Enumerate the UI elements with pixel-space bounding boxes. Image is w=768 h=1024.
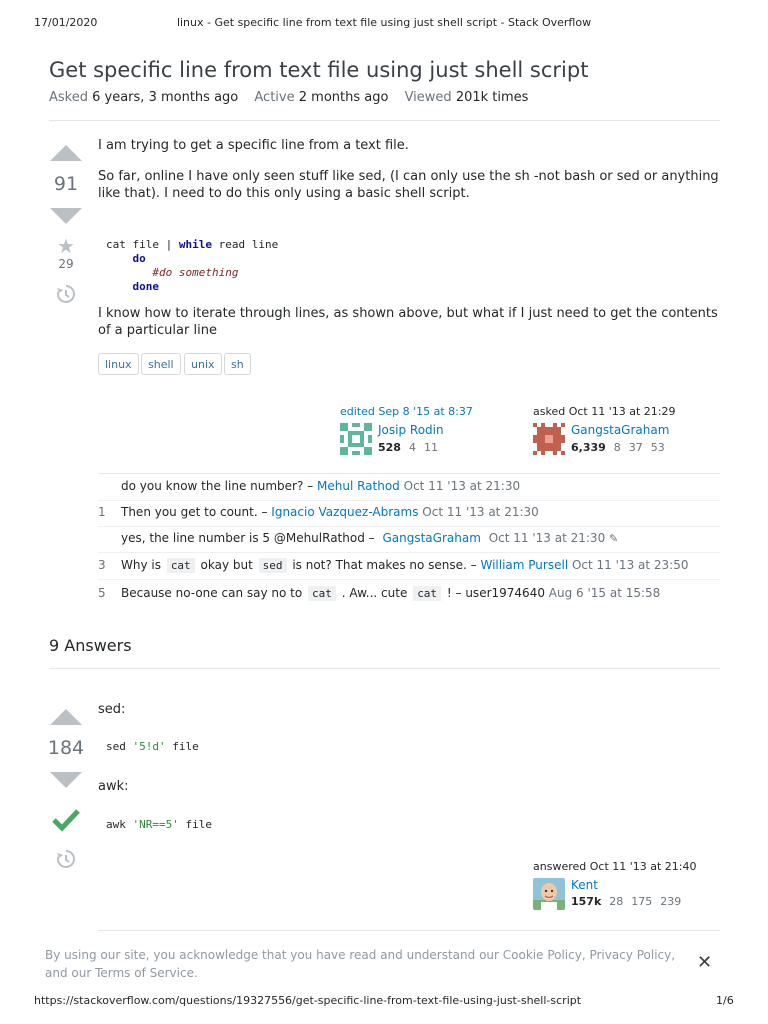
answer-history-icon[interactable] [56,849,76,873]
comment-divider [98,579,720,580]
print-url: https://stackoverflow.com/questions/19327556/get-specific-line-from-text-file-using-just-shell-script [34,994,582,1007]
viewed-value: 201k times [455,90,529,105]
inline-code: cat [413,586,441,601]
asked-timestamp: asked Oct 11 '13 at 21:29 [533,405,676,418]
comment-body [121,479,520,493]
comment-body [121,531,618,545]
code-keyword: while [178,238,212,251]
comment-date[interactable]: Oct 11 '13 at 23:50 [571,558,689,572]
answer-downvote-button[interactable] [50,772,82,788]
question-paragraph: I am trying to get a specific line from a text file. [98,138,409,153]
answer-awk-label: awk: [98,779,129,794]
asker-silver-badges: 37 [628,441,643,454]
answer-divider [98,930,720,931]
comment-score: 5 [98,586,106,600]
comment-divider [98,526,720,527]
comment-user[interactable]: Ignacio Vazquez-Abrams [271,505,419,519]
answer-sed-label: sed: [98,702,126,717]
inline-code: sed [259,558,287,573]
answerer-rep-score: 157k [571,895,602,908]
history-icon[interactable] [56,284,76,308]
active-label: Active [254,90,295,105]
question-paragraph: So far, online I have only seen stuff like sed, (I can only use the sh -not bash or sed or anything like that). I need to do this only using a basic shell script. [98,169,719,201]
tag-sh[interactable]: sh [224,353,251,375]
code-keyword: done [132,280,159,293]
answerer-silver-badges: 175 [631,895,653,908]
comment-user[interactable]: GangstaGraham [382,531,481,545]
question-paragraph: I know how to iterate through lines, as shown above, but what if I just need to get the contents of a particular line [98,306,718,338]
answerer-name[interactable]: Kent [571,878,598,892]
close-icon[interactable]: ✕ [697,952,713,973]
answerer-reputation [571,895,689,908]
code-text: awk [106,818,126,831]
code-text: file [185,818,212,831]
asked-value: 6 years, 3 months ago [92,90,239,105]
answer-vote-count: 184 [47,737,85,759]
comment-user[interactable]: Mehul Rathod [317,479,400,493]
code-text: read line [211,238,279,251]
editor-bronze-badges: 11 [423,441,438,454]
code-string: '5!d' [132,740,166,753]
code-text: file [172,740,199,753]
comment-divider [98,552,720,553]
question-downvote-button[interactable] [50,208,82,224]
favorite-count: 29 [58,257,74,271]
active-value[interactable]: 2 months ago [298,90,389,105]
comment-text: okay but [200,558,253,572]
comment-text: is not? That makes no sense. – [292,558,477,572]
answers-divider [49,668,720,669]
tag-unix[interactable]: unix [184,353,222,375]
comment-text: Because no-one can say no to [121,586,303,600]
comment-body [121,558,688,572]
pencil-icon: ✎ [609,532,619,545]
code-string: 'NR==5' [132,818,179,831]
print-title: linux - Get specific line from text file using just shell script - Stack Overflow [176,16,592,29]
editor-avatar[interactable] [340,423,372,455]
comment-score: 1 [98,505,106,519]
answer-sed-code [106,740,726,754]
comment-score: 3 [98,558,106,572]
answerer-gold-badges: 28 [609,895,624,908]
comment-date[interactable]: Oct 11 '13 at 21:30 [422,505,539,519]
answers-count-header: 9 Answers [49,636,132,655]
comment-date[interactable]: Aug 6 '15 at 15:58 [548,586,661,600]
asked-label: Asked [49,90,88,105]
print-page-number: 1/6 [716,994,734,1007]
edited-link[interactable]: edited Sep 8 '15 at 8:37 [340,405,473,418]
tag-shell[interactable]: shell [141,353,181,375]
editor-rep-score: 528 [378,441,401,454]
comment-date[interactable]: Oct 11 '13 at 21:30 [488,531,606,545]
answer-awk-code [106,818,726,832]
answered-timestamp[interactable]: answered Oct 11 '13 at 21:40 [533,860,697,873]
asker-rep-score: 6,339 [571,441,606,454]
code-pipe: | [165,238,173,251]
question-vote-count: 91 [53,173,79,195]
tag-linux[interactable]: linux [98,353,139,375]
code-text: sed [106,740,126,753]
comment-date[interactable]: Oct 11 '13 at 21:30 [403,479,521,493]
editor-name[interactable]: Josip Rodin [378,423,444,437]
asker-reputation [571,441,673,454]
comment-body [121,505,539,519]
comment-user[interactable]: William Pursell [480,558,569,572]
question-meta [49,90,540,105]
comment-text: do you know the line number? – [121,479,314,493]
question-code-block [106,224,726,308]
accepted-checkmark-icon [52,808,80,836]
asker-avatar[interactable] [533,423,565,455]
code-text: cat file [106,238,166,251]
editor-silver-badges: 4 [408,441,416,454]
code-keyword: do [132,252,146,265]
editor-reputation [378,441,446,454]
comment-text: yes, the line number is 5 @MehulRathod – [121,531,375,545]
asker-name[interactable]: GangstaGraham [571,423,670,437]
comment-divider [98,500,720,501]
question-title[interactable]: Get specific line from text file using just shell script [49,58,589,82]
comment-text: Then you get to count. – [121,505,268,519]
code-comment: #do something [152,266,239,279]
asker-gold-badges: 8 [613,441,621,454]
inline-code: cat [167,558,195,573]
comment-body [121,586,660,600]
comment-text: . Aw... cute [341,586,408,600]
answerer-bronze-badges: 239 [660,895,682,908]
viewed-label: Viewed [404,90,452,105]
asker-bronze-badges: 53 [650,441,665,454]
answerer-avatar[interactable] [533,878,565,910]
cookie-banner-text: By using our site, you acknowledge that you have read and understand our Cookie Policy, Privacy Policy, and our Terms of Service. [45,948,676,980]
comment-text: Why is [121,558,161,572]
inline-code: cat [308,586,336,601]
comment-text: ! – user1974640 [446,586,545,600]
answer-upvote-button[interactable] [50,709,82,725]
title-divider [49,120,720,121]
favorite-star-icon[interactable]: ★ [57,234,75,258]
question-upvote-button[interactable] [50,145,82,161]
comments-divider [98,473,720,474]
print-date: 17/01/2020 [34,16,98,29]
